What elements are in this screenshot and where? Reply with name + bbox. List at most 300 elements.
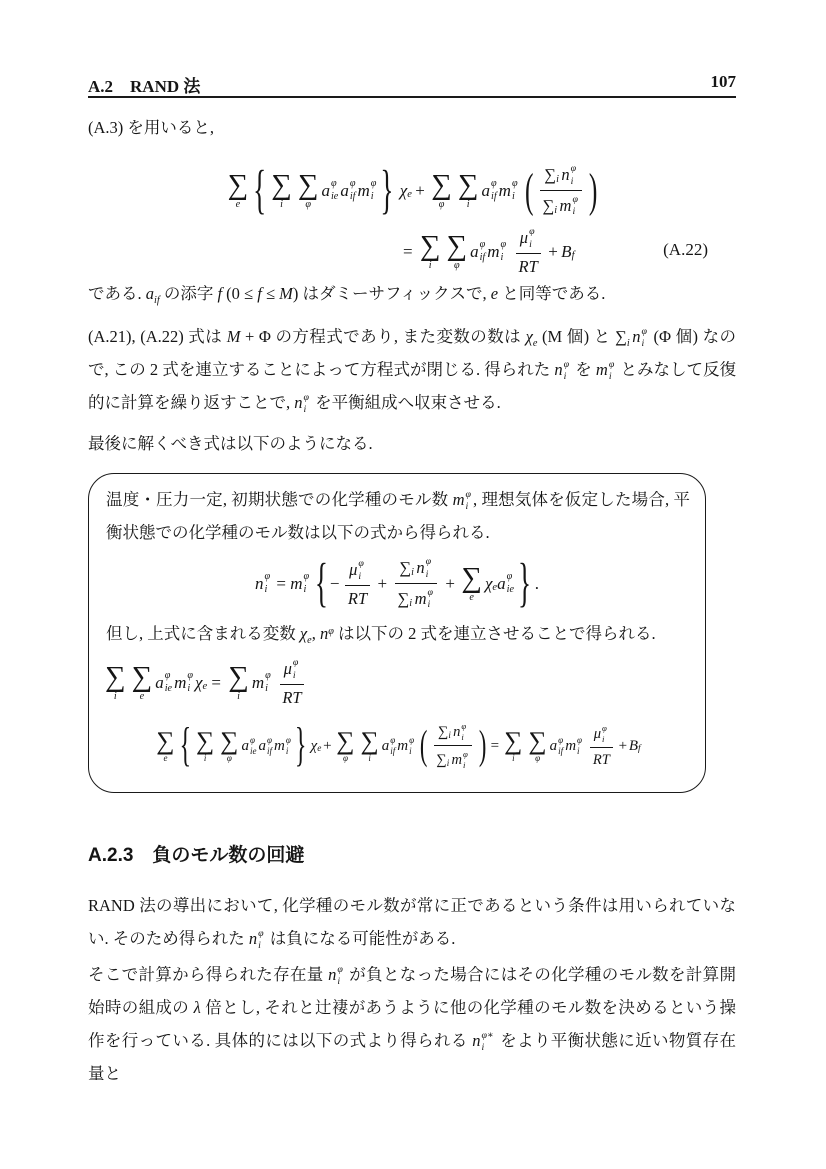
math-subscript xyxy=(572,251,575,262)
math-var: i xyxy=(303,404,307,416)
math-var: B xyxy=(628,737,639,754)
math-var: m xyxy=(451,751,462,768)
paragraph-final-intro xyxy=(88,427,736,460)
text-run: である. xyxy=(88,284,146,303)
math-var: i xyxy=(448,730,451,741)
math-var: i xyxy=(570,175,574,187)
math-superscript xyxy=(358,558,363,570)
math-delimiter: { xyxy=(179,720,192,772)
text-run: ≤ xyxy=(261,284,280,303)
math-supsub xyxy=(558,735,563,758)
text-run: を平衡組成へ収束させる. xyxy=(310,393,501,412)
math-superscript xyxy=(350,178,356,191)
math-var: e xyxy=(163,753,168,764)
math-var: φ xyxy=(461,721,467,732)
sum-glyph: ∑ xyxy=(504,725,523,755)
math-var: i xyxy=(446,758,450,769)
math-var: i xyxy=(465,501,469,513)
math-var: φ xyxy=(164,670,171,682)
math-var: m xyxy=(290,574,303,593)
math-var: e xyxy=(307,635,312,647)
math-supsub xyxy=(609,359,614,384)
fraction-denominator xyxy=(344,586,371,610)
math-supsub xyxy=(371,178,377,204)
math-sum xyxy=(504,725,523,764)
math-superscript xyxy=(258,928,263,940)
math-var: m xyxy=(397,737,409,754)
math-superscript xyxy=(409,735,414,746)
math-var: φ xyxy=(438,199,445,211)
math-sum xyxy=(156,725,175,764)
math-var: i xyxy=(463,759,466,770)
math-superscript xyxy=(328,626,334,637)
math-supsub xyxy=(358,558,363,583)
math-var: φ xyxy=(265,670,271,682)
math-var: f xyxy=(571,250,575,262)
math-var: φ xyxy=(390,734,396,745)
math-op: ∑ xyxy=(399,558,412,578)
math-superscript xyxy=(165,670,171,683)
text-run: (Φ 個) なので, この 2 式を連立することによって方程式が閉じる. 得られた xyxy=(88,327,736,379)
math-superscript xyxy=(293,657,298,669)
math-var: i xyxy=(500,252,504,263)
math-delimiter: } xyxy=(294,720,307,772)
math-var: e xyxy=(490,284,499,303)
fraction-denominator xyxy=(394,584,439,612)
math-superscript xyxy=(331,178,337,191)
text-run: の添字 xyxy=(159,284,218,303)
fraction-numerator xyxy=(516,226,541,254)
math-superscript xyxy=(265,571,271,584)
math-supsub xyxy=(466,489,471,514)
math-var: i xyxy=(358,570,362,582)
math-var: n xyxy=(554,360,563,379)
equation-a22-line2 xyxy=(403,224,575,280)
math-subscript xyxy=(411,568,414,578)
math-var: φ xyxy=(343,753,348,764)
math-supsub xyxy=(265,670,271,696)
math-var: a xyxy=(470,242,479,261)
sum-glyph: ∑ xyxy=(336,725,355,755)
math-supsub xyxy=(165,670,172,696)
equation-a22-line1 xyxy=(88,154,736,228)
math-var: i xyxy=(280,199,283,211)
math-var: φ xyxy=(479,239,486,251)
math-subscript xyxy=(390,746,395,757)
math-var: a xyxy=(497,574,506,593)
sum-glyph: ∑ xyxy=(297,168,319,201)
math-var: n xyxy=(248,929,258,948)
math-subscript xyxy=(265,683,268,696)
running-head-section: A.2 RAND 法 xyxy=(88,77,201,96)
math-subscript xyxy=(304,584,307,597)
math-subscript xyxy=(572,206,575,218)
sum-limits xyxy=(512,754,515,763)
math-delimiter: } xyxy=(380,159,394,220)
math-var: i xyxy=(203,753,207,764)
math-var: χ xyxy=(525,327,533,346)
math-subscript xyxy=(556,175,559,185)
math-superscript xyxy=(501,239,507,252)
text-run: + Φ の方程式であり, また変数の数は xyxy=(240,327,526,346)
math-supsub xyxy=(331,178,338,204)
math-subscript xyxy=(307,635,312,646)
math-subscript xyxy=(317,745,321,754)
box-text-1 xyxy=(106,483,690,549)
math-fraction xyxy=(538,163,583,218)
math-superscript xyxy=(461,721,466,732)
sum-glyph: ∑ xyxy=(227,168,249,201)
math-sum xyxy=(105,660,126,703)
math-var: i xyxy=(370,191,374,202)
math-var: B xyxy=(561,242,572,261)
math-var: φ xyxy=(463,749,468,759)
text-run: 温度・圧力一定, 初期状態での化学種のモル数 xyxy=(106,490,453,509)
math-sum xyxy=(431,168,452,211)
math-var: ie xyxy=(249,746,257,756)
math-subscript xyxy=(304,404,307,416)
math-supsub xyxy=(641,326,646,351)
sum-limits xyxy=(237,692,240,702)
math-superscript xyxy=(641,326,646,338)
math-var: φ xyxy=(292,657,299,669)
math-var: m xyxy=(595,360,608,379)
math-subscript xyxy=(293,670,296,682)
math-var: m xyxy=(174,673,187,692)
text-run: , 理想気体を仮定した場合, 平衡状態での化学種のモル数は以下の式から得られる. xyxy=(106,490,691,542)
math-superscript xyxy=(482,1030,494,1042)
sum-glyph: ∑ xyxy=(461,561,482,594)
math-var: φ xyxy=(226,753,232,764)
math-var: e xyxy=(202,681,208,693)
text-run: 倍とし, それと辻褄があうように他の化学種のモル数を決めるという操作を行っている. 具体的には以下の式より得られる xyxy=(88,998,737,1050)
math-var: φ xyxy=(641,325,647,337)
math-superscript xyxy=(267,735,272,746)
math-subscript xyxy=(154,295,160,306)
math-var: φ xyxy=(305,199,311,211)
math-var: i xyxy=(563,371,567,383)
math-var: i xyxy=(113,691,117,703)
math-supsub xyxy=(350,178,356,204)
sum-glyph: ∑ xyxy=(528,725,547,755)
math-delimiter: ( xyxy=(419,721,428,768)
text-run: は負になる可能性がある. xyxy=(265,929,456,948)
math-var: φ xyxy=(453,260,460,272)
sum-glyph: ∑ xyxy=(220,725,239,755)
sum-glyph: ∑ xyxy=(271,168,292,201)
fraction-denominator xyxy=(278,685,305,709)
math-superscript xyxy=(572,194,577,206)
math-sum xyxy=(528,725,547,764)
math-var: e xyxy=(492,582,498,594)
math-var: φ xyxy=(330,178,337,190)
math-var: e xyxy=(139,691,145,703)
math-var: φ xyxy=(303,571,310,583)
math-subscript xyxy=(627,338,630,349)
math-var: i xyxy=(411,566,414,578)
sum-glyph: ∑ xyxy=(431,168,452,201)
math-var: M xyxy=(226,327,241,346)
math-subscript xyxy=(466,501,469,513)
paragraph-dummy-suffix xyxy=(88,277,736,310)
math-subscript xyxy=(529,239,532,251)
math-superscript xyxy=(286,735,291,746)
math-var: φ xyxy=(558,734,564,745)
math-var: a xyxy=(381,737,390,754)
math-superscript xyxy=(602,723,607,734)
fraction-numerator xyxy=(434,721,472,746)
math-op: ∑ xyxy=(436,751,447,768)
text-run: とみなして反復的に計算を繰り返すことで, xyxy=(88,360,737,412)
math-var: ie xyxy=(164,683,173,694)
math-var: φ xyxy=(602,723,607,733)
math-var: i xyxy=(428,260,432,272)
math-supsub xyxy=(501,239,507,265)
math-var: φ xyxy=(563,358,570,370)
math-var: n xyxy=(294,393,303,412)
math-sum xyxy=(271,168,292,211)
math-var: if xyxy=(390,746,396,756)
sum-limits xyxy=(236,200,241,210)
math-superscript xyxy=(529,226,534,238)
math-sum xyxy=(446,229,468,272)
math-sum xyxy=(419,229,441,272)
equation-box-full xyxy=(89,712,705,780)
math-sum xyxy=(228,660,249,703)
math-subscript xyxy=(482,1042,485,1054)
math-subscript xyxy=(491,191,497,204)
math-subscript xyxy=(448,731,451,740)
math-superscript xyxy=(304,392,309,404)
math-var: a xyxy=(145,284,154,303)
math-supsub xyxy=(258,928,263,953)
math-supsub xyxy=(602,723,607,745)
math-var: φ xyxy=(608,358,615,370)
math-var: i xyxy=(292,669,296,681)
math-var: i xyxy=(258,940,261,952)
math-var: φ xyxy=(572,194,578,205)
sum-glyph: ∑ xyxy=(446,229,468,262)
math-subscript xyxy=(638,745,641,754)
math-var: a xyxy=(340,181,349,200)
math-subscript xyxy=(202,682,207,693)
math-var: RT xyxy=(518,257,538,277)
math-var: φ∗ xyxy=(481,1029,494,1041)
sum-glyph: ∑ xyxy=(131,660,153,693)
running-head xyxy=(88,72,736,97)
math-var: a xyxy=(258,737,266,754)
math-subscript xyxy=(427,599,430,611)
math-subscript xyxy=(507,584,514,597)
fraction-numerator xyxy=(540,163,582,191)
math-var: φ xyxy=(258,927,264,939)
math-subscript xyxy=(250,746,257,757)
math-supsub xyxy=(187,670,193,696)
math-op: + xyxy=(415,181,425,200)
math-superscript xyxy=(571,163,576,175)
text-run: , xyxy=(311,624,320,643)
math-op: + xyxy=(548,242,558,261)
math-var: χ xyxy=(310,737,318,754)
math-var: i xyxy=(187,683,191,694)
math-subscript xyxy=(187,683,190,696)
math-subscript xyxy=(609,371,612,383)
math-op: = xyxy=(490,737,500,754)
math-var: n xyxy=(319,624,329,643)
sum-glyph: ∑ xyxy=(228,660,249,693)
math-var: λ xyxy=(193,998,201,1017)
math-var: i xyxy=(337,976,341,988)
math-superscript xyxy=(558,735,563,746)
text-run: (A.21), (A.22) 式は xyxy=(88,327,227,346)
math-subscript xyxy=(409,746,412,757)
math-var: i xyxy=(461,732,464,743)
math-superscript xyxy=(250,735,255,746)
math-var: f xyxy=(257,284,262,303)
math-superscript xyxy=(371,178,377,191)
math-var: i xyxy=(237,691,240,703)
math-subscript xyxy=(480,252,486,265)
fraction-numerator xyxy=(280,657,305,685)
page-number: 107 xyxy=(710,72,736,91)
text-run: 但し, 上式に含まれる変数 xyxy=(106,624,300,643)
math-var: i xyxy=(554,204,558,216)
math-op: = xyxy=(403,242,413,261)
math-var: φ xyxy=(349,178,356,190)
math-var: if xyxy=(558,746,564,756)
math-op: ∑ xyxy=(542,196,555,216)
math-var: φ xyxy=(570,163,577,175)
math-subscript xyxy=(358,571,361,583)
paragraph-lambda-fix xyxy=(88,958,736,1090)
math-subscript xyxy=(461,732,463,743)
equation-number-a22: (A.22) xyxy=(663,240,708,259)
math-subscript xyxy=(371,191,374,204)
math-var: e xyxy=(407,189,412,201)
math-fraction xyxy=(515,226,542,277)
text-run: (M 個) と xyxy=(537,327,616,346)
math-superscript xyxy=(466,489,471,501)
math-subscript xyxy=(267,746,272,757)
math-var: φ xyxy=(425,556,432,568)
equation-box-main xyxy=(89,553,705,615)
math-var: φ xyxy=(535,753,541,764)
fraction-denominator xyxy=(589,748,614,769)
math-supsub xyxy=(491,178,497,204)
math-supsub xyxy=(512,178,518,204)
math-sum xyxy=(457,168,479,211)
math-var: μ xyxy=(519,228,529,248)
math-subscript xyxy=(463,760,465,771)
sum-glyph: ∑ xyxy=(419,229,441,262)
math-delimiter: ) xyxy=(478,721,487,768)
math-supsub xyxy=(304,571,310,597)
text-run: ) はダミーサフィックスで, xyxy=(292,284,491,303)
math-var: m xyxy=(452,490,465,509)
math-var: RT xyxy=(347,589,368,609)
math-sum xyxy=(131,660,153,703)
math-var: μ xyxy=(593,725,602,742)
math-var: n xyxy=(255,574,264,593)
math-subscript xyxy=(602,734,604,745)
math-var: φ xyxy=(577,734,583,745)
equation-box-chi xyxy=(102,654,309,712)
math-var: i xyxy=(608,371,612,383)
math-subscript xyxy=(165,683,172,696)
math-var: i xyxy=(265,683,268,694)
math-superscript xyxy=(512,178,518,191)
math-var: i xyxy=(529,238,532,250)
paragraph-intro xyxy=(88,111,736,144)
math-supsub xyxy=(286,735,291,758)
math-var: e xyxy=(469,592,474,604)
math-supsub xyxy=(427,587,432,612)
math-subscript xyxy=(331,191,338,204)
math-var: a xyxy=(549,737,558,754)
math-sum xyxy=(461,561,482,604)
math-var: m xyxy=(487,242,500,261)
math-subscript xyxy=(350,191,356,204)
math-var: m xyxy=(565,737,577,754)
math-supsub xyxy=(265,571,271,597)
math-var: if xyxy=(479,252,486,263)
math-supsub xyxy=(507,571,514,597)
math-subscript xyxy=(337,976,340,988)
sum-limits xyxy=(467,200,470,210)
math-var: φ xyxy=(427,587,433,598)
math-var: φ xyxy=(266,734,272,745)
math-var: n xyxy=(472,1031,481,1050)
math-fraction xyxy=(278,657,305,708)
math-supsub xyxy=(409,735,414,758)
math-var: m xyxy=(414,589,427,609)
math-var: μ xyxy=(283,659,292,679)
math-fraction xyxy=(394,556,439,611)
math-supsub xyxy=(304,392,309,417)
math-var: n xyxy=(632,327,641,346)
math-var: m xyxy=(498,181,511,200)
math-delimiter: { xyxy=(253,159,267,220)
math-var: m xyxy=(251,673,265,692)
math-var: φ xyxy=(249,734,255,745)
math-var: i xyxy=(572,206,576,218)
paragraph-equation-system xyxy=(88,320,736,419)
math-op: ∑ xyxy=(544,165,557,185)
math-var: χ xyxy=(299,624,308,643)
math-supsub xyxy=(577,735,582,758)
fraction-numerator xyxy=(590,723,613,748)
math-var: n xyxy=(561,165,570,185)
math-sum xyxy=(227,168,249,211)
math-delimiter: { xyxy=(314,552,328,613)
math-var: e xyxy=(235,199,241,211)
fraction-denominator xyxy=(515,254,542,278)
math-supsub xyxy=(250,735,257,758)
math-fraction xyxy=(344,558,371,609)
math-var: a xyxy=(481,181,490,200)
math-var: φ xyxy=(529,226,535,238)
math-superscript xyxy=(265,670,271,683)
math-op: ∑ xyxy=(615,327,627,346)
math-op: . xyxy=(534,574,539,593)
math-var: φ xyxy=(490,178,497,190)
math-var: i xyxy=(511,191,515,202)
math-subscript xyxy=(286,746,289,757)
math-subscript xyxy=(492,583,497,594)
fraction-denominator xyxy=(538,191,583,219)
math-supsub xyxy=(482,1030,494,1055)
math-supsub xyxy=(529,226,534,251)
